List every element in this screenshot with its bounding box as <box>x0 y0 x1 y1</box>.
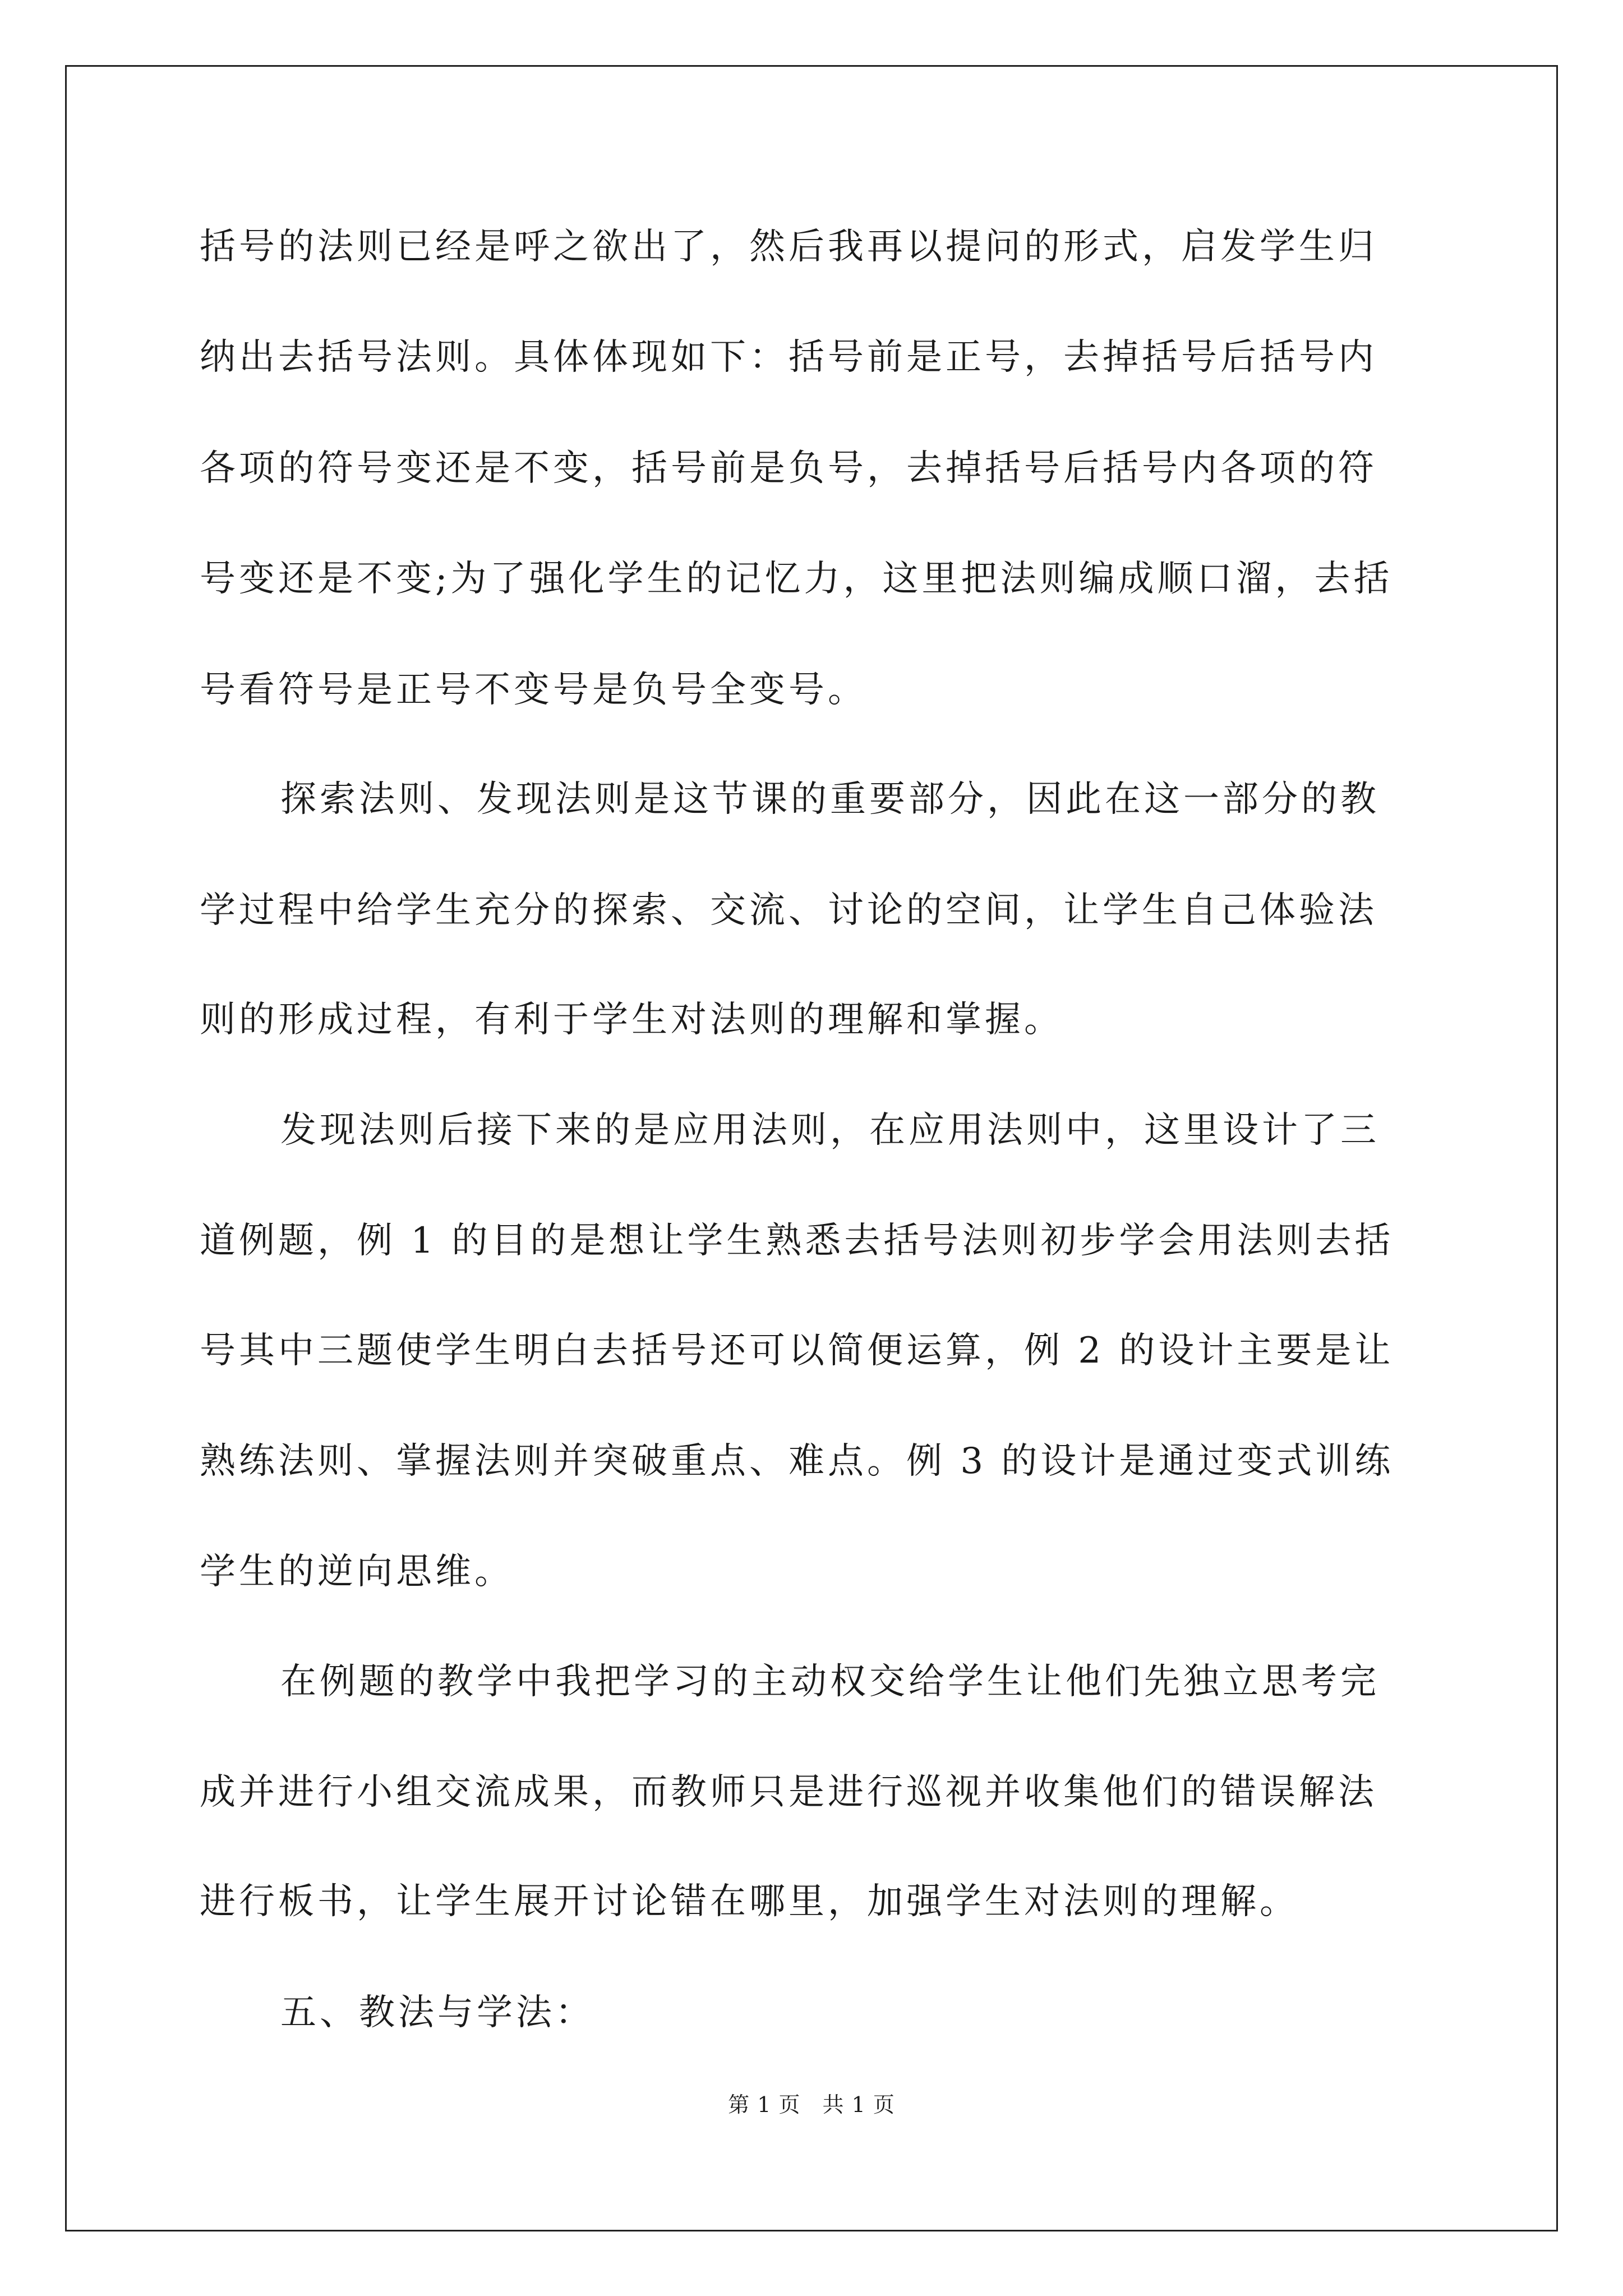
section-heading: 五、教法与学法： <box>280 1992 594 2033</box>
paragraph-line: 熟练法则、掌握法则并突破重点、难点。例 3 的设计是通过变式训练 <box>200 1441 1394 1482</box>
paragraph-line: 号变还是不变;为了强化学生的记忆力，这里把法则编成顺口溜，去括 <box>200 558 1393 600</box>
paragraph-line: 则的形成过程，有利于学生对法则的理解和掌握。 <box>200 999 1063 1041</box>
paragraph-line: 学生的逆向思维。 <box>200 1551 514 1593</box>
paragraph-line: 纳出去括号法则。具体体现如下：括号前是正号，去掉括号后括号内 <box>200 337 1377 378</box>
paragraph-line: 各项的符号变还是不变，括号前是负号，去掉括号后括号内各项的符 <box>200 448 1377 489</box>
paragraph-line: 探索法则、发现法则是这节课的重要部分，因此在这一部分的教 <box>280 779 1380 820</box>
paragraph-line: 成并进行小组交流成果，而教师只是进行巡视并收集他们的错误解法 <box>200 1772 1377 1813</box>
paragraph-line: 进行板书，让学生展开讨论错在哪里，加强学生对法则的理解。 <box>200 1881 1299 1922</box>
paragraph-line: 发现法则后接下来的是应用法则，在应用法则中，这里设计了三 <box>280 1110 1380 1151</box>
paragraph-line: 道例题，例 1 的目的是想让学生熟悉去括号法则初步学会用法则去括 <box>200 1220 1394 1262</box>
paragraph-line: 号看符号是正号不变号是负号全变号。 <box>200 669 867 711</box>
page-number: 第 1 页 共 1 页 <box>728 2092 895 2117</box>
paragraph-line: 在例题的教学中我把学习的主动权交给学生让他们先独立思考完 <box>280 1661 1380 1703</box>
paragraph-line: 学过程中给学生充分的探索、交流、讨论的空间，让学生自己体验法 <box>200 890 1377 931</box>
paragraph-line: 括号的法则已经是呼之欲出了，然后我再以提问的形式，启发学生归 <box>200 226 1377 268</box>
paragraph-line: 号其中三题使学生明白去括号还可以简便运算，例 2 的设计主要是让 <box>200 1330 1394 1372</box>
